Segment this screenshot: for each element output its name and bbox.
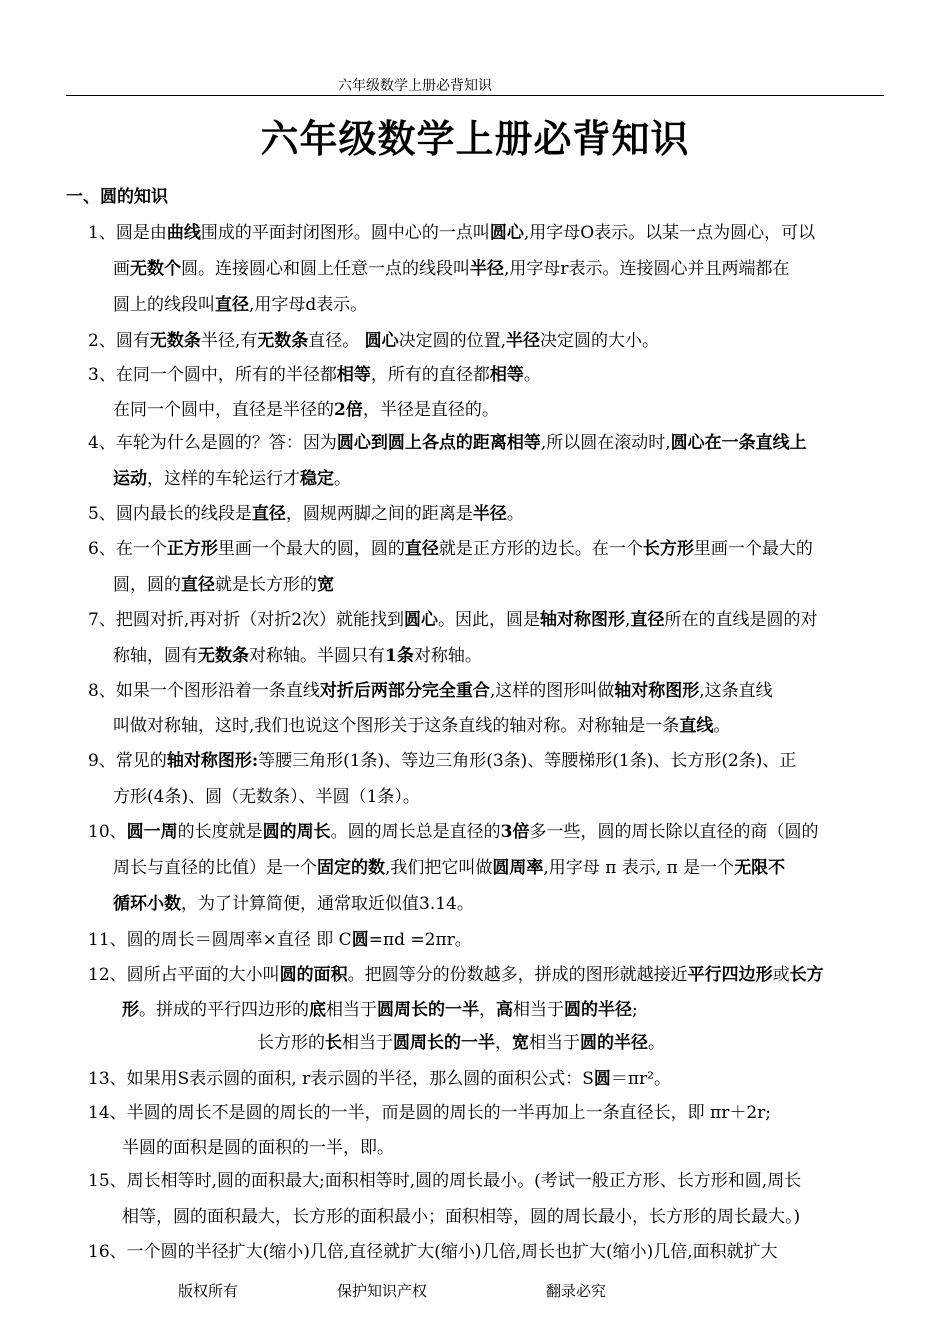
text-run: 长方形的 [257,1033,325,1053]
text-run: ,我们把它叫做 [385,858,493,878]
text-run: 决定圆的位置, [398,331,507,351]
text-run: 圆上的线段叫 [113,295,215,315]
text-run: ; [632,1000,638,1020]
text-line [88,360,541,385]
text-run: ,用字母r表示。连接圆心并且两端都在 [504,259,790,279]
text-line [88,499,524,524]
text-run: 9、常见的 [88,751,167,771]
text-run: 里画一个最大的圆，圆的 [217,539,405,559]
bold-term: 长方 [789,965,824,985]
text-line [122,995,638,1020]
text-line [113,641,482,666]
text-line [88,817,818,842]
text-line [88,326,659,351]
text-run: 相当于 [529,1033,580,1053]
bold-term: 直径 [181,575,215,595]
text-run: 半圆的面积是圆的面积的一半，即。 [122,1138,394,1158]
footer-protection: 保护知识产权 [337,1282,428,1300]
text-line [88,925,472,950]
running-header [66,75,884,96]
bold-term: 圆心在一条直线上 [670,433,807,453]
text-run: 或 [772,965,790,985]
text-run: 对称轴。半圆只有 [249,646,385,666]
text-run: , [625,610,631,630]
text-run: ＝πr²。 [610,1069,671,1089]
bold-term: 无数条 [198,646,249,666]
text-run: 叫做对称轴，这时,我们也说这个图形关于这条直线的轴对称。对称轴是一条 [113,716,680,736]
bold-term: 圆周率 [492,858,544,878]
bold-term: 圆 [351,930,369,950]
text-line [257,1028,665,1053]
text-line [113,570,334,595]
text-line [88,534,813,559]
text-run: 在同一个圆中，直径是半径的 [113,400,334,420]
bold-term: 圆的半径 [564,1000,632,1020]
bold-term: 2倍 [334,400,363,420]
bold-term: 半径 [470,259,504,279]
text-run: ,用字母O表示。以某一点为圆心，可以 [523,223,816,243]
text-run: ,用字母 π 表示, π 是一个 [543,858,735,878]
bold-term: 轴对称图形: [166,751,259,771]
text-run: 相当于 [342,1033,393,1053]
text-run: 直径。 [308,331,365,351]
bold-term: 形 [122,1000,139,1020]
text-run: 称轴，圆有 [113,646,198,666]
text-run: 1、圆是由 [88,223,167,243]
bold-term: 圆的周长 [262,822,331,842]
text-line [122,1133,394,1158]
text-run: 。把圆等分的份数越多，拼成的图形就越接近 [347,965,688,985]
bold-term: 宽 [317,575,334,595]
text-run: ,这条直线 [699,681,773,701]
bold-term: 稳定 [300,469,334,489]
text-line [88,1166,801,1191]
bold-term: 3倍 [500,822,530,842]
text-line [113,853,785,878]
bold-term: 圆周长的一半 [393,1033,495,1053]
text-run: 所在的直线是圆的对 [664,610,818,630]
bold-term: 无数个 [130,259,181,279]
bold-term: 曲线 [166,223,201,243]
bold-term: 无限不 [734,858,786,878]
bold-term: 宽 [512,1033,529,1053]
text-run: 。 [334,469,351,489]
text-run: 相当于 [326,1000,377,1020]
bold-term: 底 [309,1000,326,1020]
bold-term: 半径 [506,331,541,351]
text-run: ， [479,1000,496,1020]
text-run: 相等，圆的面积最大，长方形的面积最小；面积相等，圆的周长最小，长方形的周长最大。) [122,1207,801,1227]
bold-term: 圆 [593,1069,611,1089]
text-run: 16、一个圆的半径扩大(缩小)几倍,直径就扩大(缩小)几倍,周长也扩大(缩小)几倍,面积就扩大 [88,1242,778,1262]
bold-term: 轴对称图形 [614,681,700,701]
text-run: 。拼成的平行四边形的 [139,1000,309,1020]
text-run: 14、半圆的周长不是圆的周长的一半，而是圆的周长的一半再加上一条直径长，即 πr＋2r; [88,1103,772,1123]
bold-term: 圆心 [364,331,399,351]
text-line [122,1202,800,1227]
text-run: ，为了计算简便，通常取近似值3.14。 [181,894,474,914]
text-run: 对称轴。 [413,646,482,666]
text-run: 。 [523,365,541,385]
bold-term: 无数条 [149,331,201,351]
text-run: 。因此，圆是 [438,610,541,630]
text-run: 8、如果一个图形沿着一条直线 [88,681,320,701]
text-run: 半径,有 [200,331,258,351]
text-run: 5、圆内最长的线段是 [88,504,252,524]
text-run: 。 [713,716,731,736]
text-line [113,782,420,807]
text-line [113,889,474,914]
bold-term: 直径 [404,539,439,559]
text-run: ，半径是直径的。 [362,400,499,420]
text-run: 13、如果用S表示圆的面积, r表示圆的半径，那么圆的面积公式：S [88,1069,594,1089]
text-run: 11、圆的周长＝圆周率×直径 即 C [88,930,352,950]
text-line [88,746,796,771]
text-line [113,711,730,736]
text-run: 画 [113,259,130,279]
text-line [88,1064,671,1089]
bold-term: 直径 [215,295,249,315]
running-header-text: 六年级数学上册必背知识 [338,78,492,94]
bold-term: 圆的半径 [580,1033,648,1053]
text-run: 方形(4条)、圆（无数条）、半圆（1条）。 [113,787,420,807]
text-run: ,用字母d表示。 [249,295,368,315]
text-line [88,428,807,453]
bold-term: 圆一周 [126,822,178,842]
text-run: 4、车轮为什么是圆的？答：因为 [88,433,337,453]
bold-term: 1条 [385,646,414,666]
text-run: 就是正方形的边长。在一个 [438,539,643,559]
text-run: 15、周长相等时,圆的面积最大;面积相等时,圆的周长最小。(考试一般正方形、长方形和圆,周长 [88,1171,802,1191]
text-run: 多一些，圆的周长除以直径的商（圆的 [529,822,819,842]
bold-term: 高 [496,1000,513,1020]
footer-copyright: 版权所有 [178,1282,239,1300]
text-run: ，这样的车轮运行才 [147,469,300,489]
text-run: 就是长方形的 [215,575,317,595]
footer-reproduction: 翻录必究 [546,1282,607,1300]
bold-term: 直径 [251,504,286,524]
text-run: 周长与直径的比值）是一个 [113,858,317,878]
bold-term: 半径 [472,504,507,524]
bold-term: 直径 [630,610,665,630]
text-line [88,1237,778,1262]
text-run: 决定圆的大小。 [540,331,660,351]
bold-term: 圆的面积 [279,965,348,985]
text-run: 的长度就是 [177,822,263,842]
text-run: 。 [648,1033,665,1053]
text-run: ，圆规两脚之间的距离是 [285,504,473,524]
bold-term: 轴对称图形 [540,610,626,630]
text-line [113,464,351,489]
bold-term: 循环小数 [113,894,181,914]
text-run: 10、 [88,822,127,842]
text-run: ,所以圆在滚动时, [540,433,671,453]
text-run: ,这样的图形叫做 [489,681,615,701]
text-run: 相当于 [513,1000,564,1020]
text-run: ， [495,1033,512,1053]
text-run: 6、在一个 [88,539,167,559]
bold-term: 相等 [336,365,371,385]
bold-term: 圆心 [489,223,524,243]
bold-term: 圆心 [404,610,439,630]
text-run: 12、圆所占平面的大小叫 [88,965,280,985]
bold-term: 圆心到圆上各点的距离相等 [336,433,541,453]
document-title: 六年级数学上册必背知识 [260,116,690,161]
text-line [88,1098,771,1123]
text-run: 。圆的周长总是直径的 [330,822,501,842]
text-run: 3、在同一个圆中，所有的半径都 [88,365,337,385]
bold-term: 对折后两部分完全重合 [319,681,490,701]
text-run: 7、把圆对折,再对折（对折2次）就能找到 [88,610,405,630]
text-line [113,254,790,279]
text-run: =πd =2πr。 [368,930,472,950]
bold-term: 运动 [113,469,147,489]
text-run: 圆。连接圆心和圆上任意一点的线段叫 [181,259,470,279]
bold-term: 平行四边形 [687,965,773,985]
text-run: 2、圆有 [88,331,150,351]
text-line [88,960,824,985]
text-run: 。 [506,504,524,524]
bold-term: 固定的数 [317,858,385,878]
text-line [88,605,817,630]
bold-term: 直线 [679,716,714,736]
text-line [113,290,367,315]
text-run: ，所有的直径都 [370,365,490,385]
bold-term: 长方形 [642,539,694,559]
bold-term: 相等 [489,365,524,385]
section-heading: 一、圆的知识 [66,187,168,207]
bold-term: 圆周长的一半 [377,1000,479,1020]
text-line [88,676,773,701]
text-run: 里画一个最大的 [693,539,813,559]
bold-term: 长 [325,1033,342,1053]
text-line [88,218,815,243]
text-run: 等腰三角形(1条)、等边三角形(3条)、等腰梯形(1条)、长方形(2条)、正 [258,751,797,771]
bold-term: 正方形 [166,539,218,559]
text-run: 圆，圆的 [113,575,181,595]
text-run: 围成的平面封闭图形。圆中心的一点叫 [200,223,490,243]
text-line [113,395,499,420]
bold-term: 无数条 [257,331,309,351]
